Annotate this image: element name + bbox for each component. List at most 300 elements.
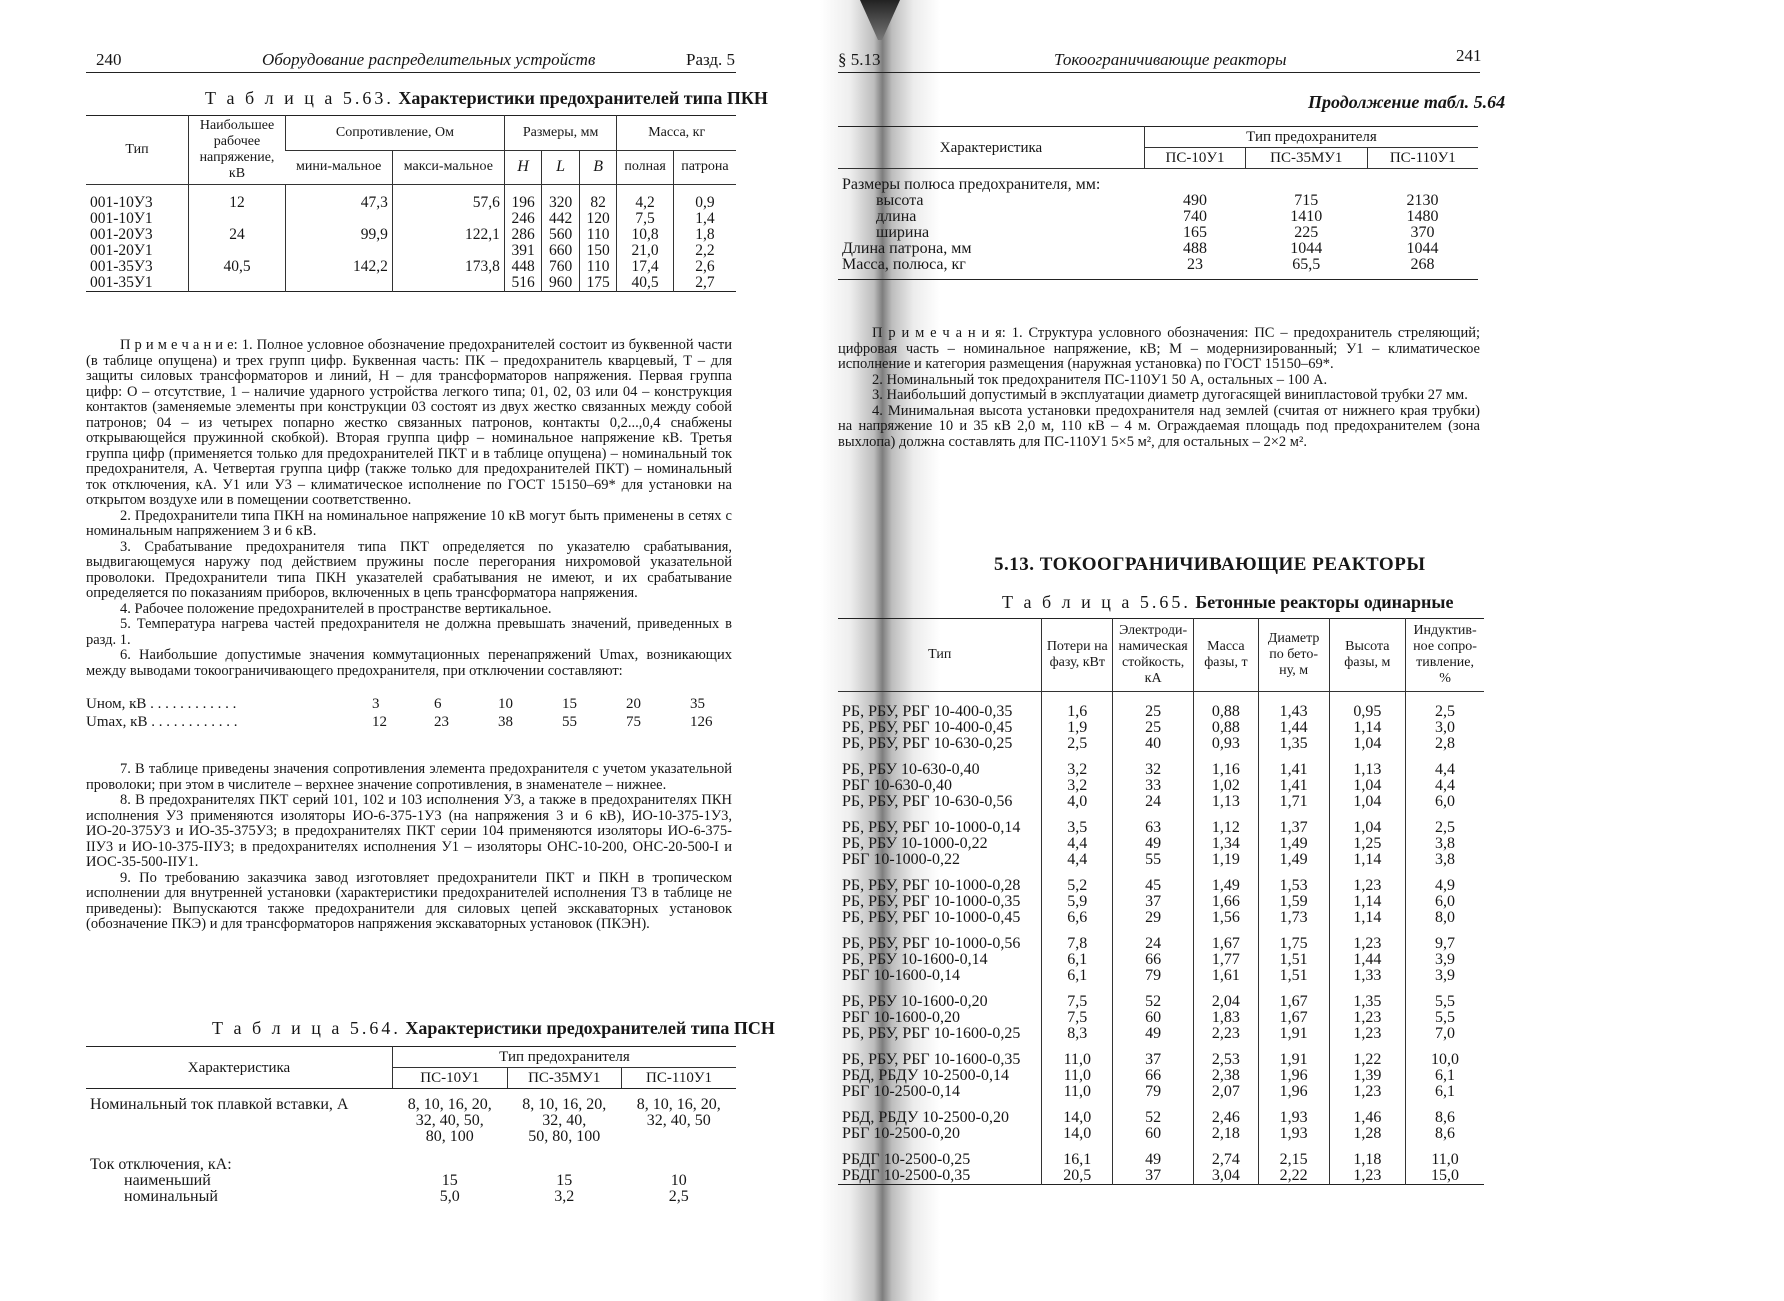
- cell-value: 1,73: [1258, 910, 1329, 926]
- cell-value: 29: [1113, 910, 1194, 926]
- table-row: [838, 868, 1484, 894]
- umax-value: 55: [562, 714, 577, 730]
- th-B: B: [579, 150, 617, 185]
- cell-value: 1,91: [1258, 1042, 1329, 1068]
- voltage-value: 12: [229, 194, 245, 211]
- mass-full-value: 4,2: [635, 194, 655, 211]
- cell-value: 55: [1113, 852, 1194, 868]
- cell-value: 1,41: [1258, 778, 1329, 794]
- umax-value: 126: [690, 714, 713, 730]
- cell-value: 0,95: [1329, 692, 1406, 721]
- cell-value: 1,13: [1194, 794, 1259, 810]
- reactor-type: РБГ 10-1000-0,22: [842, 851, 960, 868]
- type-value: 001-20У1: [90, 242, 153, 259]
- cell-value: 1,23: [1329, 1084, 1406, 1100]
- cell-value: 1,67: [1258, 1010, 1329, 1026]
- cell-value: 6,1: [1406, 1084, 1484, 1100]
- label-breaking-current: Ток отключения, кА:: [90, 1156, 232, 1173]
- cell-value: 1,22: [1329, 1042, 1406, 1068]
- reactor-type: РБ, РБУ, РБГ 10-400-0,45: [842, 719, 1013, 736]
- rated-current-value: 50, 80, 100: [528, 1128, 601, 1145]
- th-fuse-type: Тип предохранителя: [393, 1047, 737, 1068]
- row-breaking-current-label: [86, 1145, 393, 1205]
- table-row: [838, 926, 1484, 952]
- th-col-4: Диаметр по бето-ну, м: [1258, 619, 1329, 692]
- reactor-type: РБ, РБУ 10-1600-0,14: [842, 951, 988, 968]
- cell-value: 1,67: [1194, 926, 1259, 952]
- cell-value: 2,15: [1258, 1142, 1329, 1168]
- L-value: 660: [548, 242, 573, 259]
- reactor-type: РБД, РБДУ 10-2500-0,14: [842, 1067, 1009, 1084]
- table-row: [838, 778, 1484, 794]
- col-types: [86, 185, 189, 292]
- unom-value: 3: [372, 696, 380, 712]
- table-row: [838, 852, 1484, 868]
- caption-title: Характеристики предохранителей типа ПСН: [405, 1018, 775, 1038]
- cell-value: 1,35: [1329, 984, 1406, 1010]
- page-number-right: 241: [1456, 46, 1482, 65]
- cell-value: 52: [1113, 984, 1194, 1010]
- note-paragraph: П р и м е ч а н и я: 1. Структура условного обозначения: ПС – предохранитель стреляющий; цифровая часть – номинальное напряжение, кВ; М – модернизированный; У1 – климатическое исполнение и категория размещения (наружная установка) по ГОСТ 15150–69*.: [838, 325, 1480, 372]
- reactor-type: РБДГ 10-2500-0,35: [842, 1167, 971, 1184]
- table-row: [838, 720, 1484, 736]
- cell-value: 1,96: [1258, 1068, 1329, 1084]
- cell-value: 3,5: [1042, 810, 1113, 836]
- cell-value: 2,5: [1406, 692, 1484, 721]
- cell-value: 52: [1113, 1100, 1194, 1126]
- col-mass-cart: [673, 185, 736, 292]
- unom-row: [86, 696, 736, 714]
- cell-breaking-1: [393, 1145, 508, 1205]
- cell-value: 3,8: [1406, 836, 1484, 852]
- row-rated-current-label: Номинальный ток плавкой вставки, А: [90, 1096, 349, 1113]
- cell-value: 1,39: [1329, 1068, 1406, 1084]
- cell-value: 6,1: [1042, 952, 1113, 968]
- cell-value: 1,25: [1329, 836, 1406, 852]
- mass-full-value: 10,8: [631, 226, 659, 243]
- cell-value: 11,0: [1042, 1042, 1113, 1068]
- res-min-value: 47,3: [360, 194, 388, 211]
- cell-value: 1,19: [1194, 852, 1259, 868]
- unom-label: Uном, кВ . . . . . . . . . . . .: [86, 696, 237, 712]
- cell-value: 1,33: [1329, 968, 1406, 984]
- cell-value: 2,18: [1194, 1126, 1259, 1142]
- rated-current-value: 8, 10, 16, 20,: [522, 1096, 607, 1113]
- cell-value: 33: [1113, 778, 1194, 794]
- cell-value: 49: [1113, 836, 1194, 852]
- unom-value: 35: [690, 696, 705, 712]
- type-value: 001-35У1: [90, 274, 153, 291]
- th-type-3: ПС-110У1: [622, 1068, 737, 1089]
- th-dims: Размеры, мм: [504, 116, 617, 151]
- col-ps10: [1145, 169, 1246, 280]
- cell-value: 1,14: [1329, 852, 1406, 868]
- reactor-type: РБ, РБУ, РБГ 10-1600-0,25: [842, 1025, 1021, 1042]
- reactor-type: РБ, РБУ, РБГ 10-1600-0,35: [842, 1051, 1021, 1068]
- cell-value: 3,9: [1406, 968, 1484, 984]
- res-max-value: 122,1: [464, 226, 500, 243]
- cell-value: 165: [1183, 224, 1208, 241]
- mass-cart-value: 1,4: [695, 210, 715, 227]
- cell-value: 1,28: [1329, 1126, 1406, 1142]
- cell-rated-current-2: [507, 1089, 622, 1146]
- val-nom-3: 2,5: [668, 1188, 689, 1205]
- note-paragraph: 4. Минимальная высота установки предохранителя над землей (считая от нижнего края трубки) на напряжение 10 и 35 кВ 2,0 м, 110 кВ – 4 м. Ограждаемая площадь под предохранителем (зона выхлопа) должна составлять для ПС-110У1 5×5 м², для остальных – 2×2 м².: [838, 402, 1480, 450]
- type-value: 001-35У3: [90, 258, 153, 275]
- umax-value: 23: [434, 714, 449, 730]
- label-nominal: номинальный: [124, 1188, 218, 1205]
- type-value: 001-10У3: [90, 194, 153, 211]
- cell-value: 1480: [1406, 208, 1439, 225]
- table-row: [838, 1100, 1484, 1126]
- cell-value: 1,9: [1042, 720, 1113, 736]
- table-row: [838, 952, 1484, 968]
- L-value: 760: [548, 258, 573, 275]
- cell-value: 37: [1113, 1168, 1194, 1185]
- note-paragraph: 5. Температура нагрева частей предохранителя не должна превышать значений, приведенных в разд. 1.: [86, 616, 732, 648]
- cell-value: 1,93: [1258, 1126, 1329, 1142]
- col-B: [579, 185, 617, 292]
- th-type-2: ПС-35МУ1: [507, 1068, 622, 1089]
- cell-value: 2,74: [1194, 1142, 1259, 1168]
- reactor-type: РБ, РБУ, РБГ 10-400-0,35: [842, 703, 1013, 720]
- cell-value: 1044: [1406, 240, 1439, 257]
- cell-value: 66: [1113, 1068, 1194, 1084]
- cell-value: 0,88: [1194, 692, 1259, 721]
- table-row: [838, 1068, 1484, 1084]
- cell-value: 8,6: [1406, 1126, 1484, 1142]
- umax-row: [86, 714, 736, 732]
- reactor-type: РБГ 10-2500-0,20: [842, 1125, 960, 1142]
- th-col-0: Тип: [838, 619, 1042, 692]
- cell-value: 2,8: [1406, 736, 1484, 752]
- th-type: Тип: [86, 116, 189, 185]
- cell-value: 6,6: [1042, 910, 1113, 926]
- cell-value: 1,04: [1329, 778, 1406, 794]
- cell-value: 2,38: [1194, 1068, 1259, 1084]
- rated-current-value: 32, 40, 50: [646, 1112, 711, 1129]
- table-row: [838, 910, 1484, 926]
- row-label: Масса, полюса, кг: [842, 256, 966, 273]
- note-paragraph: 4. Рабочее положение предохранителей в пространстве вертикальное.: [120, 600, 552, 617]
- th-H: H: [504, 150, 542, 185]
- cell-value: 1,51: [1258, 952, 1329, 968]
- reactor-type: РБ, РБУ, РБГ 10-630-0,56: [842, 793, 1013, 810]
- cell-breaking-3: [622, 1145, 737, 1205]
- cell-value: 6,0: [1406, 894, 1484, 910]
- table-row: [838, 984, 1484, 1010]
- cell-value: 32: [1113, 752, 1194, 778]
- cell-value: 0,93: [1194, 736, 1259, 752]
- th-type-2: ПС-35МУ1: [1246, 148, 1368, 169]
- header-rule-right: [838, 72, 1480, 73]
- cell-value: 6,0: [1406, 794, 1484, 810]
- cell-value: 65,5: [1292, 256, 1321, 273]
- notes-564: [838, 326, 1480, 450]
- cell-value: 2,5: [1042, 736, 1113, 752]
- unom-value: 20: [626, 696, 641, 712]
- res-min-value: 142,2: [353, 258, 388, 275]
- cell-value: 1,41: [1258, 752, 1329, 778]
- row-label: Длина патрона, мм: [842, 240, 972, 257]
- cell-value: 40: [1113, 736, 1194, 752]
- cell-value: 15,0: [1406, 1168, 1484, 1185]
- umax-value: 12: [372, 714, 387, 730]
- running-head-right: Токоограничивающие реакторы: [1054, 50, 1287, 69]
- mass-cart-value: 2,6: [695, 258, 715, 275]
- cell-value: 3,8: [1406, 852, 1484, 868]
- cell-value: 1,18: [1329, 1142, 1406, 1168]
- note-paragraph: 7. В таблице приведены значения сопротивления элемента предохранителя с учетом указательной проволоки; при этом в числителе – верхнее значение сопротивления, в знаменателе – нижнее.: [86, 761, 732, 793]
- th-mass-cart: патрона: [673, 150, 736, 185]
- cell-value: 2,53: [1194, 1042, 1259, 1068]
- cell-value: 11,0: [1042, 1084, 1113, 1100]
- right-page: [838, 0, 1784, 1301]
- H-value: 448: [511, 258, 535, 275]
- rated-current-value: 80, 100: [425, 1128, 474, 1145]
- cell-value: 3,04: [1194, 1168, 1259, 1185]
- B-value: 175: [586, 274, 610, 291]
- reactor-type: РБГ 10-1600-0,20: [842, 1009, 960, 1026]
- reactor-type: РБ, РБУ, РБГ 10-1000-0,35: [842, 893, 1021, 910]
- table-row: [838, 836, 1484, 852]
- table-565: [838, 618, 1484, 1185]
- table-row: [838, 1010, 1484, 1026]
- th-type-1: ПС-10У1: [1145, 148, 1246, 169]
- cell-value: 24: [1113, 794, 1194, 810]
- mass-full-value: 7,5: [635, 210, 655, 227]
- B-value: 110: [586, 258, 610, 275]
- H-value: 516: [511, 274, 535, 291]
- H-value: 286: [511, 226, 535, 243]
- cell-value: 1,14: [1329, 720, 1406, 736]
- th-res-max: макси-мальное: [392, 150, 504, 185]
- col-voltage: [189, 185, 286, 292]
- th-col-5: Высота фазы, м: [1329, 619, 1406, 692]
- th-characteristic: Характеристика: [838, 127, 1145, 169]
- section-label-right: § 5.13: [838, 50, 881, 69]
- H-value: 196: [511, 194, 535, 211]
- cell-value: 1,49: [1258, 852, 1329, 868]
- cell-value: 6,1: [1042, 968, 1113, 984]
- cell-value: 2,22: [1258, 1168, 1329, 1185]
- cell-value: 8,0: [1406, 910, 1484, 926]
- B-value: 82: [590, 194, 606, 211]
- cell-value: 1,75: [1258, 926, 1329, 952]
- col-ps35: [1246, 169, 1368, 280]
- notes-563: [86, 338, 732, 679]
- page-number-left: 240: [96, 50, 122, 69]
- cell-value: 1,23: [1329, 926, 1406, 952]
- col-res-max: [392, 185, 504, 292]
- cell-value: 45: [1113, 868, 1194, 894]
- cell-value: 1,93: [1258, 1100, 1329, 1126]
- table-row: [838, 1142, 1484, 1168]
- cell-value: 60: [1113, 1126, 1194, 1142]
- mass-full-value: 40,5: [631, 274, 659, 291]
- cell-value: 4,0: [1042, 794, 1113, 810]
- th-voltage: Наибольшее рабочее напряжение, кВ: [189, 116, 286, 185]
- cell-value: 79: [1113, 968, 1194, 984]
- res-max-value: 173,8: [464, 258, 500, 275]
- B-value: 150: [586, 242, 610, 259]
- cell-value: 1,13: [1329, 752, 1406, 778]
- cell-value: 4,4: [1406, 752, 1484, 778]
- cell-value: 4,4: [1042, 852, 1113, 868]
- cell-value: 4,9: [1406, 868, 1484, 894]
- cell-value: 740: [1183, 208, 1208, 225]
- cell-value: 5,5: [1406, 1010, 1484, 1026]
- note-paragraph: 2. Предохранители типа ПКН на номинальное напряжение 10 кВ могут быть применены в сетях с номинальным напряжением 3 и 6 кВ.: [86, 507, 732, 539]
- th-L: L: [542, 150, 580, 185]
- col-ps110: [1367, 169, 1478, 280]
- note-paragraph: 3. Срабатывание предохранителя типа ПКТ определяется по указателю срабатывания, выдвигающемуся наружу под действием пружины после перегорания нихромовой указательной проволоки. Предохранители типа ПКН указателей срабатывания не имеют, и их срабатывание определяется по показаниям приборов, включенных в цепь трансформатора напряжения.: [86, 538, 732, 601]
- note-paragraph: 3. Наибольший допустимый в эксплуатации диаметр дугогасящей винипластовой трубки 27 мм.: [872, 387, 1468, 403]
- cell-value: 1,04: [1329, 810, 1406, 836]
- reactor-type: РБДГ 10-2500-0,25: [842, 1151, 971, 1168]
- cell-breaking-2: [507, 1145, 622, 1205]
- cell-value: 1,44: [1258, 720, 1329, 736]
- th-fuse-type: Тип предохранителя: [1145, 127, 1479, 148]
- cell-value: 3,2: [1042, 778, 1113, 794]
- reactor-type: РБГ 10-630-0,40: [842, 777, 952, 794]
- table-row: [838, 752, 1484, 778]
- table-564-continued: [838, 126, 1478, 280]
- mass-cart-value: 0,9: [695, 194, 715, 211]
- val-min-1: 15: [441, 1172, 458, 1189]
- table-row: [838, 794, 1484, 810]
- rated-current-value: 32, 40, 50,: [415, 1112, 484, 1129]
- th-mass: Масса, кг: [617, 116, 736, 151]
- rated-current-value: 8, 10, 16, 20,: [407, 1096, 492, 1113]
- table-row: [838, 1026, 1484, 1042]
- cell-value: 1,14: [1329, 894, 1406, 910]
- voltage-value: 24: [229, 226, 245, 243]
- col-L: [542, 185, 580, 292]
- cell-value: 1,35: [1258, 736, 1329, 752]
- cell-value: 1,23: [1329, 1168, 1406, 1185]
- label-min: наименьший: [124, 1172, 211, 1189]
- caption-prefix: Т а б л и ц а 5.64.: [212, 1018, 401, 1038]
- table-row: [838, 810, 1484, 836]
- th-col-1: Потери на фазу, кВт: [1042, 619, 1113, 692]
- cell-value: 8,6: [1406, 1100, 1484, 1126]
- cell-value: 1,23: [1329, 1010, 1406, 1026]
- cell-value: 488: [1183, 240, 1208, 257]
- note-paragraph: 6. Наибольшие допустимые значения коммутационных перенапряжений Umax, возникающих между выводами токоограничивающего предохранителя, при отключении составляют:: [86, 647, 732, 679]
- type-value: 001-10У1: [90, 210, 153, 227]
- L-value: 960: [548, 274, 573, 291]
- cell-value: 1,44: [1329, 952, 1406, 968]
- table-564: [86, 1046, 736, 1205]
- reactor-type: РБ, РБУ 10-1600-0,20: [842, 993, 988, 1010]
- res-max-value: 57,6: [472, 194, 500, 211]
- cell-value: 5,5: [1406, 984, 1484, 1010]
- cell-value: 1,46: [1329, 1100, 1406, 1126]
- table-row: [838, 1042, 1484, 1068]
- cell-value: 490: [1183, 192, 1208, 209]
- cell-value: 1,51: [1258, 968, 1329, 984]
- cell-value: 5,2: [1042, 868, 1113, 894]
- cell-value: 8,3: [1042, 1026, 1113, 1042]
- cell-value: 3,0: [1406, 720, 1484, 736]
- cell-value: 16,1: [1042, 1142, 1113, 1168]
- cell-rated-current-3: [622, 1089, 737, 1146]
- cell-value: 1,37: [1258, 810, 1329, 836]
- row-label: высота: [876, 192, 924, 209]
- val-min-3: 10: [670, 1172, 687, 1189]
- umax-label: Umax, кВ . . . . . . . . . . . .: [86, 714, 238, 730]
- mass-cart-value: 1,8: [695, 226, 715, 243]
- mass-full-value: 17,4: [631, 258, 659, 275]
- cell-value: 10,0: [1406, 1042, 1484, 1068]
- cell-value: 11,0: [1042, 1068, 1113, 1084]
- cell-value: 2,23: [1194, 1026, 1259, 1042]
- table-564-caption: [212, 1018, 775, 1039]
- cell-value: 1,49: [1258, 836, 1329, 852]
- reactor-type: РБ, РБУ 10-630-0,40: [842, 761, 980, 778]
- cell-value: 3,2: [1042, 752, 1113, 778]
- cell-value: 1,04: [1329, 794, 1406, 810]
- cell-value: 1,66: [1194, 894, 1259, 910]
- caption-title: Характеристики предохранителей типа ПКН: [398, 88, 768, 108]
- table-row: [838, 1126, 1484, 1142]
- table-564-continued-caption: Продолжение табл. 5.64: [1308, 92, 1506, 112]
- cell-value: 4,4: [1406, 778, 1484, 794]
- L-value: 442: [548, 210, 573, 227]
- col-H: [504, 185, 542, 292]
- res-min-value: 99,9: [360, 226, 388, 243]
- reactor-type: РБ, РБУ, РБГ 10-1000-0,14: [842, 819, 1021, 836]
- reactor-type: РБ, РБУ, РБГ 10-630-0,25: [842, 735, 1013, 752]
- cell-value: 6,1: [1406, 1068, 1484, 1084]
- section-heading: 5.13. ТОКООГРАНИЧИВАЮЩИЕ РЕАКТОРЫ: [994, 554, 1426, 575]
- cell-value: 49: [1113, 1142, 1194, 1168]
- cell-value: 1,14: [1329, 910, 1406, 926]
- cell-value: 1,91: [1258, 1026, 1329, 1042]
- cell-value: 37: [1113, 1042, 1194, 1068]
- umax-value: 75: [626, 714, 641, 730]
- col-res-min: [286, 185, 393, 292]
- cell-value: 25: [1113, 720, 1194, 736]
- unom-value: 10: [498, 696, 513, 712]
- cell-value: 1,6: [1042, 692, 1113, 721]
- table-row: [838, 692, 1484, 721]
- note-paragraph: 8. В предохранителях ПКТ серий 101, 102 и 103 исполнения У3, а также в предохранителях ПКН исполнения У3 применяются изоляторы ИО-6-375-1У3 (на напряжения 3 и 6 кВ), ИО-10-375-1У3, ИО-20-375У3 и ИО-35-375У3; в предохранителях ПКТ серии 104 применяются изоляторы ИО-6-375-IIУ3 и ИО-10-375-IIУ3; в предохранителях исполнения У1 – изоляторы ОНС-10-200, ОНС-20-500-I и ИОС-35-500-IIУ1.: [86, 792, 732, 870]
- cell-value: 66: [1113, 952, 1194, 968]
- cell-value: 268: [1410, 256, 1435, 273]
- row-label: ширина: [876, 224, 930, 241]
- unom-value: 15: [562, 696, 577, 712]
- B-value: 120: [586, 210, 610, 227]
- th-characteristic: Характеристика: [86, 1047, 393, 1089]
- running-head-left: Оборудование распределительных устройств: [262, 50, 596, 69]
- rated-current-value: 32, 40,: [542, 1112, 587, 1129]
- th-res-min: мини-мальное: [286, 150, 393, 185]
- table-row: [838, 1084, 1484, 1100]
- cell-value: 23: [1187, 256, 1204, 273]
- th-type-3: ПС-110У1: [1367, 148, 1478, 169]
- cell-rated-current-1: [393, 1089, 508, 1146]
- cell-value: 1,12: [1194, 810, 1259, 836]
- cell-value: 11,0: [1406, 1142, 1484, 1168]
- table-row: [838, 968, 1484, 984]
- cell-value: 1,67: [1258, 984, 1329, 1010]
- cell-value: 7,5: [1042, 1010, 1113, 1026]
- cell-value: 0,88: [1194, 720, 1259, 736]
- cell-value: 2,5: [1406, 810, 1484, 836]
- cell-value: 7,0: [1406, 1026, 1484, 1042]
